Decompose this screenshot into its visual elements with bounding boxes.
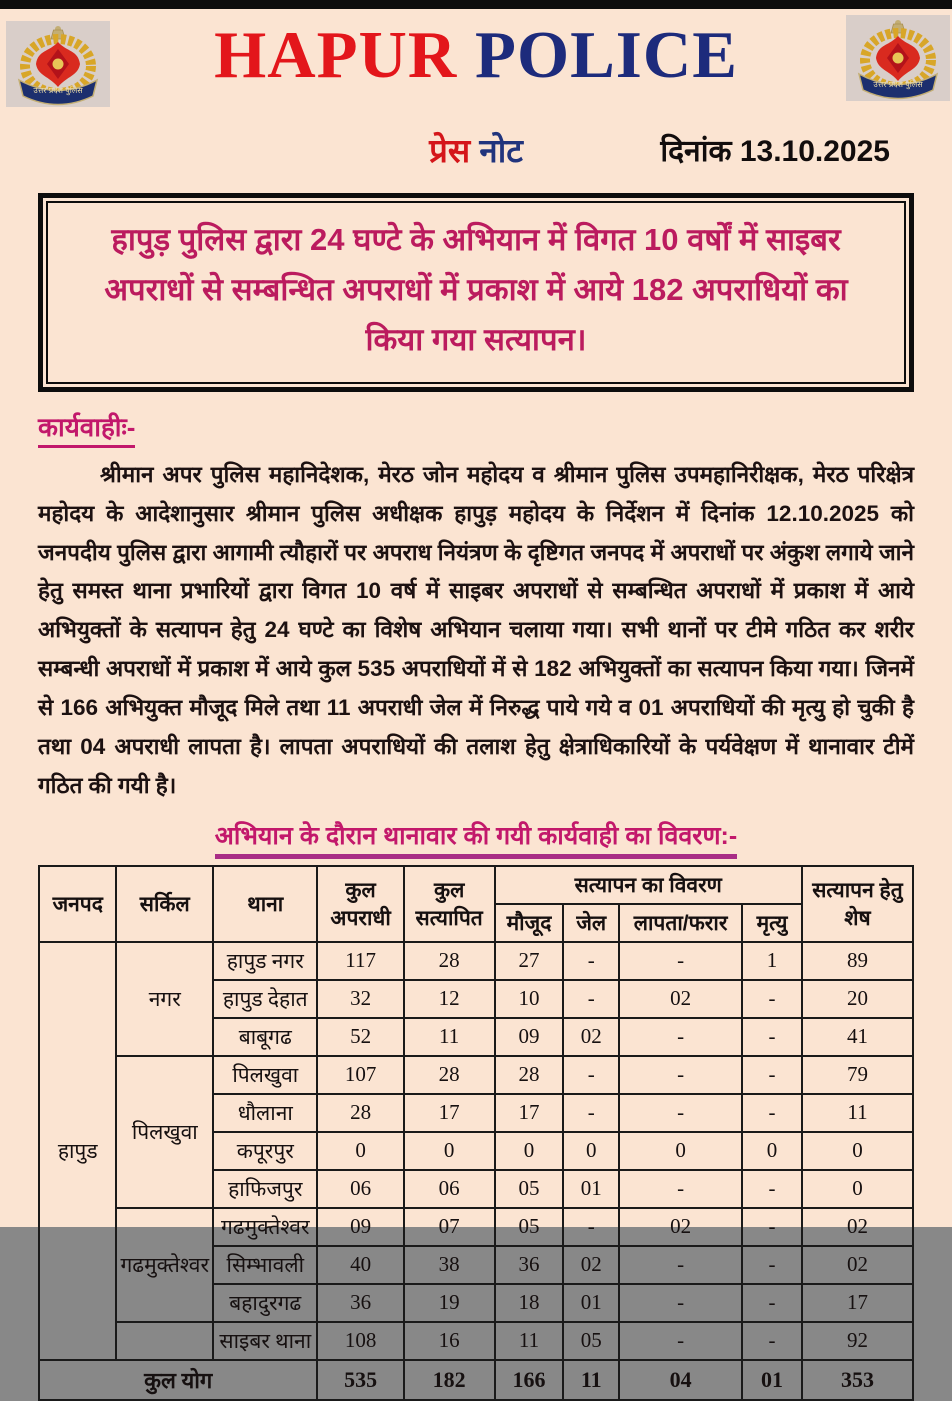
table-cell: 07 [404,1208,495,1246]
table-cell: - [619,1284,742,1322]
table-title-wrap [0,818,952,859]
column-header: थाना [213,866,317,942]
table-cell: 40 [317,1246,403,1284]
table-total-row [39,1360,913,1400]
table-cell: 20 [802,980,913,1018]
table-cell: 353 [802,1360,913,1400]
table-cell: बाबूगढ [213,1018,317,1056]
table-cell: 02 [802,1208,913,1246]
table-cell: 06 [404,1170,495,1208]
table-row [39,942,913,980]
column-header: लापता/फरार [619,904,742,942]
table-cell: - [619,1170,742,1208]
table-cell: कुल योग [39,1360,317,1400]
table-cell: - [619,1322,742,1360]
table-cell: 02 [563,1246,619,1284]
table-cell: 52 [317,1018,403,1056]
table-cell: 41 [802,1018,913,1056]
table-cell: - [619,942,742,980]
column-header: सर्किल [116,866,213,942]
table-cell: 79 [802,1056,913,1094]
column-header: सत्यापन का विवरण [495,866,802,904]
table-cell: धौलाना [213,1094,317,1132]
column-header: कुल सत्यापित [404,866,495,942]
table-cell: 28 [404,942,495,980]
table-cell: 05 [495,1208,564,1246]
table-cell: 19 [404,1284,495,1322]
table-cell: 16 [404,1322,495,1360]
table-cell: 02 [563,1018,619,1056]
date-label: दिनांक 13.10.2025 [660,135,890,168]
table-cell: 11 [802,1094,913,1132]
table-cell: 0 [563,1132,619,1170]
press-word: प्रेस [429,132,471,169]
column-header: जनपद [39,866,116,942]
table-cell: - [742,1284,802,1322]
column-header: जेल [563,904,619,942]
table-cell: पिलखुवा [116,1056,213,1208]
table-cell: - [563,942,619,980]
column-header: कुल अपराधी [317,866,403,942]
table-cell: नगर [116,942,213,1056]
table-cell: - [742,1208,802,1246]
table-cell: 0 [619,1132,742,1170]
table-cell: कपूरपुर [213,1132,317,1170]
table-body [39,942,913,1400]
table-cell: 1 [742,942,802,980]
emblem-ribbon-text: उत्तर प्रदेश पुलिस [873,80,923,89]
table-cell: 38 [404,1246,495,1284]
headline-box [38,193,914,392]
page-title [0,17,952,94]
table-cell: 01 [742,1360,802,1400]
table-cell: 02 [802,1246,913,1284]
headline-text: हापुड़ पुलिस द्वारा 24 घण्टे के अभियान में विगत 10 वर्षों में साइबर अपराधों से सम्बन्धित अपराधों में प्रकाश में आये 182 अपराधियों का किया गया सत्यापन। [46,201,906,384]
table-cell: 28 [404,1056,495,1094]
table-cell: - [619,1056,742,1094]
title-word-police: POLICE [475,18,738,92]
table-cell: - [742,980,802,1018]
table-cell: 166 [495,1360,564,1400]
column-header: मौजूद [495,904,564,942]
emblem-ribbon-text: उत्तर प्रदेश पुलिस [33,86,83,95]
table-cell: 117 [317,942,403,980]
table-cell: - [619,1018,742,1056]
table-cell: 11 [495,1322,564,1360]
table-cell: 92 [802,1322,913,1360]
up-police-emblem-icon [846,15,950,107]
table-cell: 02 [619,980,742,1018]
table-cell: 17 [802,1284,913,1322]
table-cell: - [742,1094,802,1132]
table-cell: 17 [404,1094,495,1132]
table-cell: 89 [802,942,913,980]
table-cell: 10 [495,980,564,1018]
table-cell: 107 [317,1056,403,1094]
table-cell: 0 [802,1132,913,1170]
table-cell: 182 [404,1360,495,1400]
table-cell: - [742,1170,802,1208]
table-cell: - [563,980,619,1018]
table-cell: हापुड नगर [213,942,317,980]
table-cell: 28 [317,1094,403,1132]
table-cell: - [563,1208,619,1246]
table-cell: 32 [317,980,403,1018]
table-cell: - [742,1322,802,1360]
subheader [0,125,952,183]
table-cell: सिम्भावली [213,1246,317,1284]
table-cell: 535 [317,1360,403,1400]
table-cell: - [619,1094,742,1132]
table-cell: 0 [742,1132,802,1170]
action-paragraph: श्रीमान अपर पुलिस महानिदेशक, मेरठ जोन महोदय व श्रीमान पुलिस उपमहानिरीक्षक, मेरठ परिक्षेत्र महोदय के आदेशानुसार श्रीमान पुलिस अधीक्षक हापुड़ महोदय के निर्देशन में दिनांक 12.10.2025 को जनपदीय पुलिस द्वारा आगामी त्यौहारों पर अपराध नियंत्रण के दृष्टिगत जनपद में अपराधों पर अंकुश लगाये जाने हेतु समस्त थाना प्रभारियों द्वारा विगत 10 वर्ष में साइबर अपराधों से सम्बन्धित अपराधों में प्रकाश में आये अभियुक्तों के सत्यापन हेतु 24 घण्टे का विशेष अभियान चलाया गया। सभी थानों पर टीमे गठित कर शरीर सम्बन्धी अपराधों में प्रकाश में आये कुल 535 अपराधियों में से 182 अभियुक्तों का सत्यापन किया गया। जिनमें से 166 अभियुक्त मौजूद मिले तथा 11 अपराधी जेल में निरुद्ध पाये गये व 01 अपराधियों की मृत्यु हो चुकी है तथा 04 अपराधी लापता है। लापता अपराधियों की तलाश हेतु क्षेत्राधिकारियों के पर्यवेक्षण में थानावार टीमें गठित की गयी है। [38,461,914,799]
table-header [39,866,913,942]
page-header [0,9,952,117]
table-cell: 06 [317,1170,403,1208]
table-cell: हाफिजपुर [213,1170,317,1208]
table-cell: 0 [317,1132,403,1170]
table-row [39,1322,913,1360]
top-black-bar [0,0,952,9]
table-cell: - [619,1246,742,1284]
table-cell: - [563,1056,619,1094]
table-cell: 05 [563,1322,619,1360]
column-header: सत्यापन हेतु शेष [802,866,913,942]
table-cell: पिलखुवा [213,1056,317,1094]
table-title: अभियान के दौरान थानावार की गयी कार्यवाही का विवरण:- [215,818,737,859]
table-cell: गढमुक्तेश्वर [213,1208,317,1246]
table-cell: 02 [619,1208,742,1246]
table-cell: 05 [495,1170,564,1208]
table-cell: 11 [563,1360,619,1400]
table-cell: 09 [317,1208,403,1246]
title-word-hapur: HAPUR [214,18,458,92]
table-cell: 28 [495,1056,564,1094]
table-cell: 18 [495,1284,564,1322]
table-cell: 09 [495,1018,564,1056]
table-cell: हापुड देहात [213,980,317,1018]
table-row [39,1056,913,1094]
table-cell: 36 [495,1246,564,1284]
table-cell: 0 [495,1132,564,1170]
table-header-row [39,866,913,904]
table-row [39,1208,913,1246]
table-cell: 01 [563,1284,619,1322]
table-cell: 36 [317,1284,403,1322]
table-cell: 11 [404,1018,495,1056]
table-cell: 01 [563,1170,619,1208]
table-cell: हापुड [39,942,116,1360]
table-cell: 12 [404,980,495,1018]
press-note-label [429,127,523,172]
table-cell: 27 [495,942,564,980]
table-cell: 0 [802,1170,913,1208]
table-cell: - [742,1246,802,1284]
table-cell: साइबर थाना [213,1322,317,1360]
table-cell: 04 [619,1360,742,1400]
table-cell: 0 [404,1132,495,1170]
action-section-heading: कार्यवाहीः- [38,408,135,448]
column-header: मृत्यु [742,904,802,942]
verification-table [38,865,914,1401]
table-cell: बहादुरगढ [213,1284,317,1322]
table-cell: 17 [495,1094,564,1132]
table-cell: - [742,1018,802,1056]
note-word: नोट [479,132,523,169]
table-cell: गढमुक्तेश्वर [116,1208,213,1322]
table-cell: - [563,1094,619,1132]
table-cell: - [742,1056,802,1094]
table-cell [116,1322,213,1360]
table-cell: 108 [317,1322,403,1360]
